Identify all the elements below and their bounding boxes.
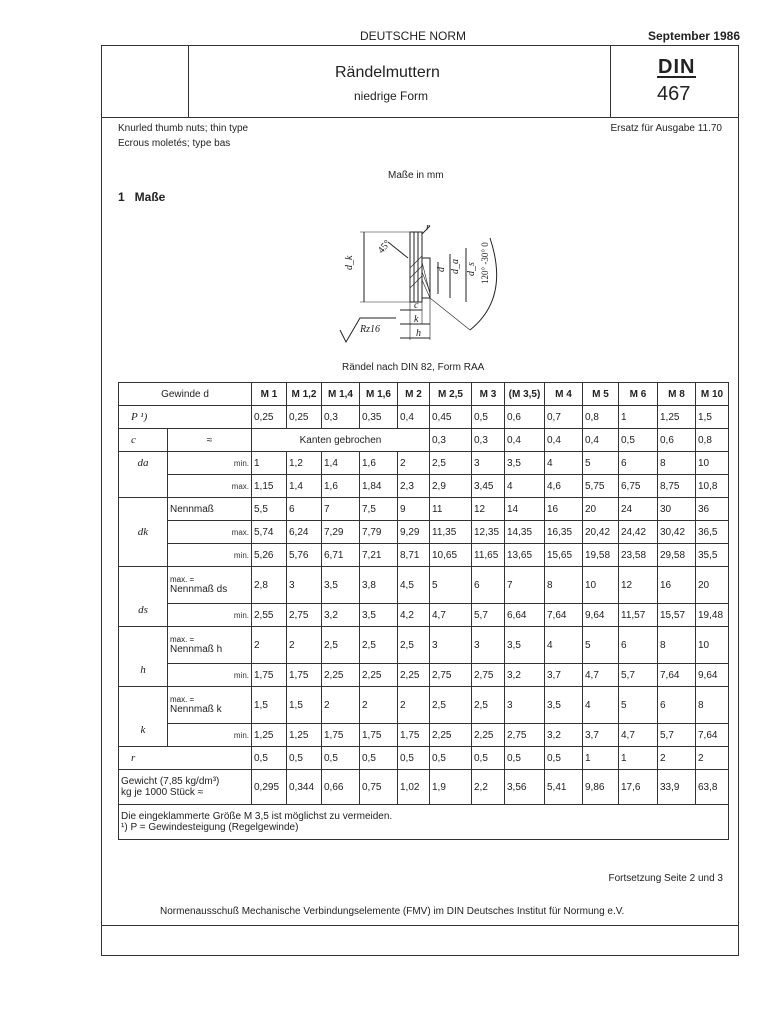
- h-max-cell: 4: [545, 627, 583, 664]
- h-min-cell: 2,25: [322, 664, 360, 687]
- label-weight: Gewicht (7,85 kg/dm³) kg je 1000 Stück ≈: [119, 770, 252, 805]
- dk-nominal-cell: 30: [658, 498, 696, 521]
- size-header: M 4: [545, 383, 583, 406]
- weight-cell: 33,9: [658, 770, 696, 805]
- dk-nominal-cell: 36: [696, 498, 729, 521]
- dk-nominal-cell: 11: [430, 498, 472, 521]
- dk-max-cell: 7,29: [322, 521, 360, 544]
- ds-min-cell: 7,64: [545, 604, 583, 627]
- size-header: M 1,6: [360, 383, 398, 406]
- k-min-cell: 7,64: [696, 724, 729, 747]
- da-min-cell: 6: [619, 452, 658, 475]
- ds-min-cell: 4,7: [430, 604, 472, 627]
- h-min-cell: 2,25: [398, 664, 430, 687]
- da-max-cell: 1,4: [287, 475, 322, 498]
- dk-min-cell: 10,65: [430, 544, 472, 567]
- label-c: c: [119, 429, 168, 452]
- row-notes: [119, 805, 729, 840]
- label-angle: 120° -30° 0: [480, 242, 490, 284]
- da-max-cell: 10,8: [696, 475, 729, 498]
- table-header-row: [119, 383, 729, 406]
- k-max-cell: 1,5: [252, 687, 287, 724]
- row-weight: [119, 770, 729, 805]
- label-d: d: [436, 267, 447, 272]
- size-header: M 3: [472, 383, 505, 406]
- r-cell: 0,5: [472, 747, 505, 770]
- dk-max-cell: 20,42: [583, 521, 619, 544]
- dk-min-cell: 8,71: [398, 544, 430, 567]
- da-min-cell: 1,2: [287, 452, 322, 475]
- label-da: da: [119, 452, 168, 475]
- c-cell: 0,4: [583, 429, 619, 452]
- k-min-cell: 2,25: [430, 724, 472, 747]
- row-r: [119, 747, 729, 770]
- da-max-cell: 1,15: [252, 475, 287, 498]
- pitch-cell: 0,6: [505, 406, 545, 429]
- dk-nominal-cell: 5,5: [252, 498, 287, 521]
- row-da-min: [119, 452, 729, 475]
- weight-cell: 0,66: [322, 770, 360, 805]
- weight-cell: 1,02: [398, 770, 430, 805]
- row-dk-max: dk max. 5,74 6,24 7,29 7,79 9,29 11,35 12,35 14,35 16,35 20,42 24,42 30,42 36,5: [119, 521, 729, 544]
- dk-max-cell: 30,42: [658, 521, 696, 544]
- da-min-cell: 1,4: [322, 452, 360, 475]
- ds-min-cell: 9,64: [583, 604, 619, 627]
- ds-max-cell: 7: [505, 567, 545, 604]
- table-notes: Die eingeklammerte Größe M 3,5 ist möglichst zu vermeiden. ¹) P = Gewindesteigung (Regelgewinde): [119, 805, 729, 840]
- ds-min-cell: 19,48: [696, 604, 729, 627]
- h-min-cell: 2,25: [360, 664, 398, 687]
- ds-max-cell: 5: [430, 567, 472, 604]
- weight-cell: 2,2: [472, 770, 505, 805]
- c-cell: 0,3: [430, 429, 472, 452]
- c-cell: 0,5: [619, 429, 658, 452]
- ds-min-cell: 3,2: [322, 604, 360, 627]
- h-max-cell: 2,5: [398, 627, 430, 664]
- ds-min-cell: 3,5: [360, 604, 398, 627]
- h-max-cell: 10: [696, 627, 729, 664]
- k-max-cell: 2: [322, 687, 360, 724]
- dk-nominal-cell: 7,5: [360, 498, 398, 521]
- k-min-cell: 4,7: [619, 724, 658, 747]
- k-max-cell: 2,5: [472, 687, 505, 724]
- da-min-cell: 2: [398, 452, 430, 475]
- c-cell: 0,4: [505, 429, 545, 452]
- units-note: Maße in mm: [388, 170, 444, 181]
- r-cell: 2: [696, 747, 729, 770]
- dk-nominal-cell: 24: [619, 498, 658, 521]
- label-k: k: [414, 314, 419, 325]
- h-min-cell: 3,2: [505, 664, 545, 687]
- replaces-note: Ersatz für Ausgabe 11.70: [610, 123, 722, 134]
- row-k-max: [119, 687, 729, 724]
- pitch-cell: 1: [619, 406, 658, 429]
- pitch-cell: 0,25: [287, 406, 322, 429]
- h-min-cell: 2,75: [472, 664, 505, 687]
- c-cell: 0,4: [545, 429, 583, 452]
- k-max-cell: 2,5: [430, 687, 472, 724]
- k-max-cell: 3,5: [545, 687, 583, 724]
- dk-max-cell: 24,42: [619, 521, 658, 544]
- label-da: d_a: [450, 259, 461, 274]
- k-max-cell: 3: [505, 687, 545, 724]
- weight-cell: 63,8: [696, 770, 729, 805]
- h-min-cell: 2,75: [430, 664, 472, 687]
- label-rz: Rz16: [360, 324, 380, 335]
- ds-min-cell: 6,64: [505, 604, 545, 627]
- label-max: max.: [168, 475, 252, 498]
- k-max-cell: 1,5: [287, 687, 322, 724]
- weight-cell: 0,295: [252, 770, 287, 805]
- dk-nominal-cell: 14: [505, 498, 545, 521]
- da-min-cell: 1: [252, 452, 287, 475]
- label-c-approx: ≈: [168, 429, 252, 452]
- dk-max-cell: 36,5: [696, 521, 729, 544]
- dk-max-cell: 11,35: [430, 521, 472, 544]
- bottom-rule: [102, 925, 738, 926]
- norm-label: DEUTSCHE NORM: [360, 29, 467, 43]
- r-cell: 1: [583, 747, 619, 770]
- dk-min-cell: 5,76: [287, 544, 322, 567]
- committee-line: Normenausschuß Mechanische Verbindungselemente (FMV) im DIN Deutsches Institut für Normung e.V.: [160, 906, 625, 917]
- ds-min-cell: 15,57: [658, 604, 696, 627]
- label-min: min.: [168, 452, 252, 475]
- h-max-cell: 2: [252, 627, 287, 664]
- k-min-cell: 2,75: [505, 724, 545, 747]
- row-k-min: k min. 1,25 1,25 1,75 1,75 1,75 2,25 2,25 2,75 3,2 3,7 4,7 5,7 7,64: [119, 724, 729, 747]
- k-min-cell: 1,25: [252, 724, 287, 747]
- ds-max-cell: 12: [619, 567, 658, 604]
- h-min-cell: 1,75: [287, 664, 322, 687]
- ds-min-cell: 2,55: [252, 604, 287, 627]
- label-pitch: P ¹): [119, 406, 252, 429]
- da-min-cell: 3,5: [505, 452, 545, 475]
- label-ds-nominal: max. = Nennmaß ds: [168, 567, 252, 604]
- figure-caption: Rändel nach DIN 82, Form RAA: [342, 362, 485, 373]
- title-box: [102, 46, 738, 118]
- size-header: M 5: [583, 383, 619, 406]
- k-max-cell: 6: [658, 687, 696, 724]
- k-min-cell: 1,75: [360, 724, 398, 747]
- size-header: M 10: [696, 383, 729, 406]
- dk-min-cell: 13,65: [505, 544, 545, 567]
- din-number: 467: [657, 83, 691, 105]
- ds-min-cell: 2,75: [287, 604, 322, 627]
- title-left-cell: [102, 46, 189, 117]
- r-cell: 1: [619, 747, 658, 770]
- k-max-cell: 8: [696, 687, 729, 724]
- pitch-cell: 0,25: [252, 406, 287, 429]
- da-max-cell: 4: [505, 475, 545, 498]
- ds-max-cell: 3,8: [360, 567, 398, 604]
- weight-cell: 3,56: [505, 770, 545, 805]
- pitch-cell: 0,8: [583, 406, 619, 429]
- document-subtitle: niedrige Form: [354, 89, 429, 103]
- size-header: M 1,4: [322, 383, 360, 406]
- continuation-note: Fortsetzung Seite 2 und 3: [608, 873, 723, 884]
- da-min-cell: 1,6: [360, 452, 398, 475]
- ds-max-cell: 20: [696, 567, 729, 604]
- weight-cell: 9,86: [583, 770, 619, 805]
- row-dk-nenn: [119, 498, 729, 521]
- r-cell: 0,5: [360, 747, 398, 770]
- h-min-cell: 7,64: [658, 664, 696, 687]
- h-max-cell: 2,5: [322, 627, 360, 664]
- size-header: M 1,2: [287, 383, 322, 406]
- label-nominal: Nennmaß: [168, 498, 252, 521]
- da-max-cell: 2,3: [398, 475, 430, 498]
- da-max-cell: 1,84: [360, 475, 398, 498]
- ds-min-cell: 5,7: [472, 604, 505, 627]
- da-max-cell: 5,75: [583, 475, 619, 498]
- da-max-cell: 1,6: [322, 475, 360, 498]
- pitch-cell: 1,5: [696, 406, 729, 429]
- size-header: (M 3,5): [505, 383, 545, 406]
- pitch-cell: 0,3: [322, 406, 360, 429]
- label-k: k: [119, 724, 168, 747]
- da-max-cell: 3,45: [472, 475, 505, 498]
- h-max-cell: 3: [472, 627, 505, 664]
- label-r: r: [119, 747, 252, 770]
- row-pitch: [119, 406, 729, 429]
- row-da-max: [119, 475, 729, 498]
- r-cell: 0,5: [398, 747, 430, 770]
- k-min-cell: 1,75: [398, 724, 430, 747]
- dimensions-table: [118, 382, 729, 840]
- ds-min-cell: 11,57: [619, 604, 658, 627]
- da-min-cell: 3: [472, 452, 505, 475]
- weight-cell: 0,75: [360, 770, 398, 805]
- da-min-cell: 8: [658, 452, 696, 475]
- ds-max-cell: 10: [583, 567, 619, 604]
- da-min-cell: 5: [583, 452, 619, 475]
- label-h-nominal: max. = Nennmaß h: [168, 627, 252, 664]
- h-min-cell: 1,75: [252, 664, 287, 687]
- header-thread: Gewinde d: [119, 383, 252, 406]
- dk-nominal-cell: 7: [322, 498, 360, 521]
- document-title: Rändelmuttern: [335, 64, 440, 81]
- c-cell: 0,6: [658, 429, 696, 452]
- da-max-cell: 6,75: [619, 475, 658, 498]
- label-dk: d_k: [344, 255, 355, 270]
- size-header: M 6: [619, 383, 658, 406]
- dk-nominal-cell: 6: [287, 498, 322, 521]
- din-logo: DIN: [658, 56, 696, 78]
- row-h-max: [119, 627, 729, 664]
- r-cell: 0,5: [287, 747, 322, 770]
- r-cell: 0,5: [322, 747, 360, 770]
- pitch-cell: 0,35: [360, 406, 398, 429]
- h-max-cell: 3: [430, 627, 472, 664]
- k-max-cell: 5: [619, 687, 658, 724]
- ds-max-cell: 3: [287, 567, 322, 604]
- ds-max-cell: 8: [545, 567, 583, 604]
- dk-nominal-cell: 16: [545, 498, 583, 521]
- label-h: h: [416, 328, 421, 339]
- r-cell: 0,5: [505, 747, 545, 770]
- row-ds-min: ds min. 2,55 2,75 3,2 3,5 4,2 4,7 5,7 6,64 7,64 9,64 11,57 15,57 19,48: [119, 604, 729, 627]
- h-max-cell: 8: [658, 627, 696, 664]
- size-header: M 1: [252, 383, 287, 406]
- k-min-cell: 1,75: [322, 724, 360, 747]
- r-cell: 0,5: [430, 747, 472, 770]
- k-min-cell: 2,25: [472, 724, 505, 747]
- dk-min-cell: 23,58: [619, 544, 658, 567]
- weight-cell: 17,6: [619, 770, 658, 805]
- dk-min-cell: 11,65: [472, 544, 505, 567]
- c-cell: 0,8: [696, 429, 729, 452]
- row-c: [119, 429, 729, 452]
- h-min-cell: 5,7: [619, 664, 658, 687]
- da-min-cell: 4: [545, 452, 583, 475]
- section-heading: 1 Maße: [118, 190, 166, 204]
- row-ds-max: [119, 567, 729, 604]
- dk-max-cell: 16,35: [545, 521, 583, 544]
- h-min-cell: 3,7: [545, 664, 583, 687]
- da-max-cell: 2,9: [430, 475, 472, 498]
- dk-nominal-cell: 12: [472, 498, 505, 521]
- k-max-cell: 2: [398, 687, 430, 724]
- dk-min-cell: 15,65: [545, 544, 583, 567]
- row-dk-min: min. 5,26 5,76 6,71 7,21 8,71 10,65 11,65 13,65 15,65 19,58 23,58 29,58 35,5: [119, 544, 729, 567]
- dk-min-cell: 7,21: [360, 544, 398, 567]
- h-max-cell: 5: [583, 627, 619, 664]
- ds-max-cell: 16: [658, 567, 696, 604]
- da-max-cell: 8,75: [658, 475, 696, 498]
- size-header: M 8: [658, 383, 696, 406]
- dk-max-cell: 12,35: [472, 521, 505, 544]
- din-box: [610, 46, 738, 117]
- dk-min-cell: 19,58: [583, 544, 619, 567]
- da-min-cell: 2,5: [430, 452, 472, 475]
- ds-max-cell: 4,5: [398, 567, 430, 604]
- dk-max-cell: 6,24: [287, 521, 322, 544]
- ds-min-cell: 4,2: [398, 604, 430, 627]
- k-min-cell: 5,7: [658, 724, 696, 747]
- edges-broken-note: Kanten gebrochen: [252, 429, 430, 452]
- label-ds: d_s: [466, 262, 477, 276]
- h-max-cell: 3,5: [505, 627, 545, 664]
- ds-max-cell: 3,5: [322, 567, 360, 604]
- label-ds: ds: [119, 604, 168, 627]
- h-max-cell: 2,5: [360, 627, 398, 664]
- dk-nominal-cell: 9: [398, 498, 430, 521]
- h-max-cell: 6: [619, 627, 658, 664]
- weight-cell: 1,9: [430, 770, 472, 805]
- k-min-cell: 3,2: [545, 724, 583, 747]
- r-cell: 0,5: [545, 747, 583, 770]
- dk-max-cell: 5,74: [252, 521, 287, 544]
- label-h: h: [119, 664, 168, 687]
- label-chamfer: 45°: [375, 238, 394, 256]
- da-min-cell: 10: [696, 452, 729, 475]
- label-c: c: [414, 300, 419, 311]
- size-header: M 2: [398, 383, 430, 406]
- ds-max-cell: 6: [472, 567, 505, 604]
- dk-max-cell: 7,79: [360, 521, 398, 544]
- pitch-cell: 0,45: [430, 406, 472, 429]
- label-k-nominal: max. = Nennmaß k: [168, 687, 252, 724]
- r-cell: 2: [658, 747, 696, 770]
- nut-drawing: [330, 218, 510, 353]
- pitch-cell: 1,25: [658, 406, 696, 429]
- dk-min-cell: 6,71: [322, 544, 360, 567]
- english-title: Knurled thumb nuts; thin type: [118, 123, 249, 134]
- pitch-cell: 0,4: [398, 406, 430, 429]
- k-min-cell: 3,7: [583, 724, 619, 747]
- weight-cell: 0,344: [287, 770, 322, 805]
- da-max-cell: 4,6: [545, 475, 583, 498]
- h-min-cell: 9,64: [696, 664, 729, 687]
- k-max-cell: 2: [360, 687, 398, 724]
- pitch-cell: 0,5: [472, 406, 505, 429]
- issue-date: September 1986: [647, 29, 740, 43]
- dk-min-cell: 35,5: [696, 544, 729, 567]
- r-cell: 0,5: [252, 747, 287, 770]
- pitch-cell: 0,7: [545, 406, 583, 429]
- dk-min-cell: 5,26: [252, 544, 287, 567]
- label-r: r: [426, 222, 430, 233]
- weight-cell: 5,41: [545, 770, 583, 805]
- k-min-cell: 1,25: [287, 724, 322, 747]
- dk-nominal-cell: 20: [583, 498, 619, 521]
- dk-max-cell: 14,35: [505, 521, 545, 544]
- row-h-min: h min. 1,75 1,75 2,25 2,25 2,25 2,75 2,75 3,2 3,7 4,7 5,7 7,64 9,64: [119, 664, 729, 687]
- dk-max-cell: 9,29: [398, 521, 430, 544]
- dk-min-cell: 29,58: [658, 544, 696, 567]
- k-max-cell: 4: [583, 687, 619, 724]
- size-header: M 2,5: [430, 383, 472, 406]
- ds-max-cell: 2,8: [252, 567, 287, 604]
- c-cell: 0,3: [472, 429, 505, 452]
- french-title: Ecrous moletés; type bas: [118, 138, 231, 149]
- label-dk: dk: [119, 521, 168, 544]
- h-min-cell: 4,7: [583, 664, 619, 687]
- h-max-cell: 2: [287, 627, 322, 664]
